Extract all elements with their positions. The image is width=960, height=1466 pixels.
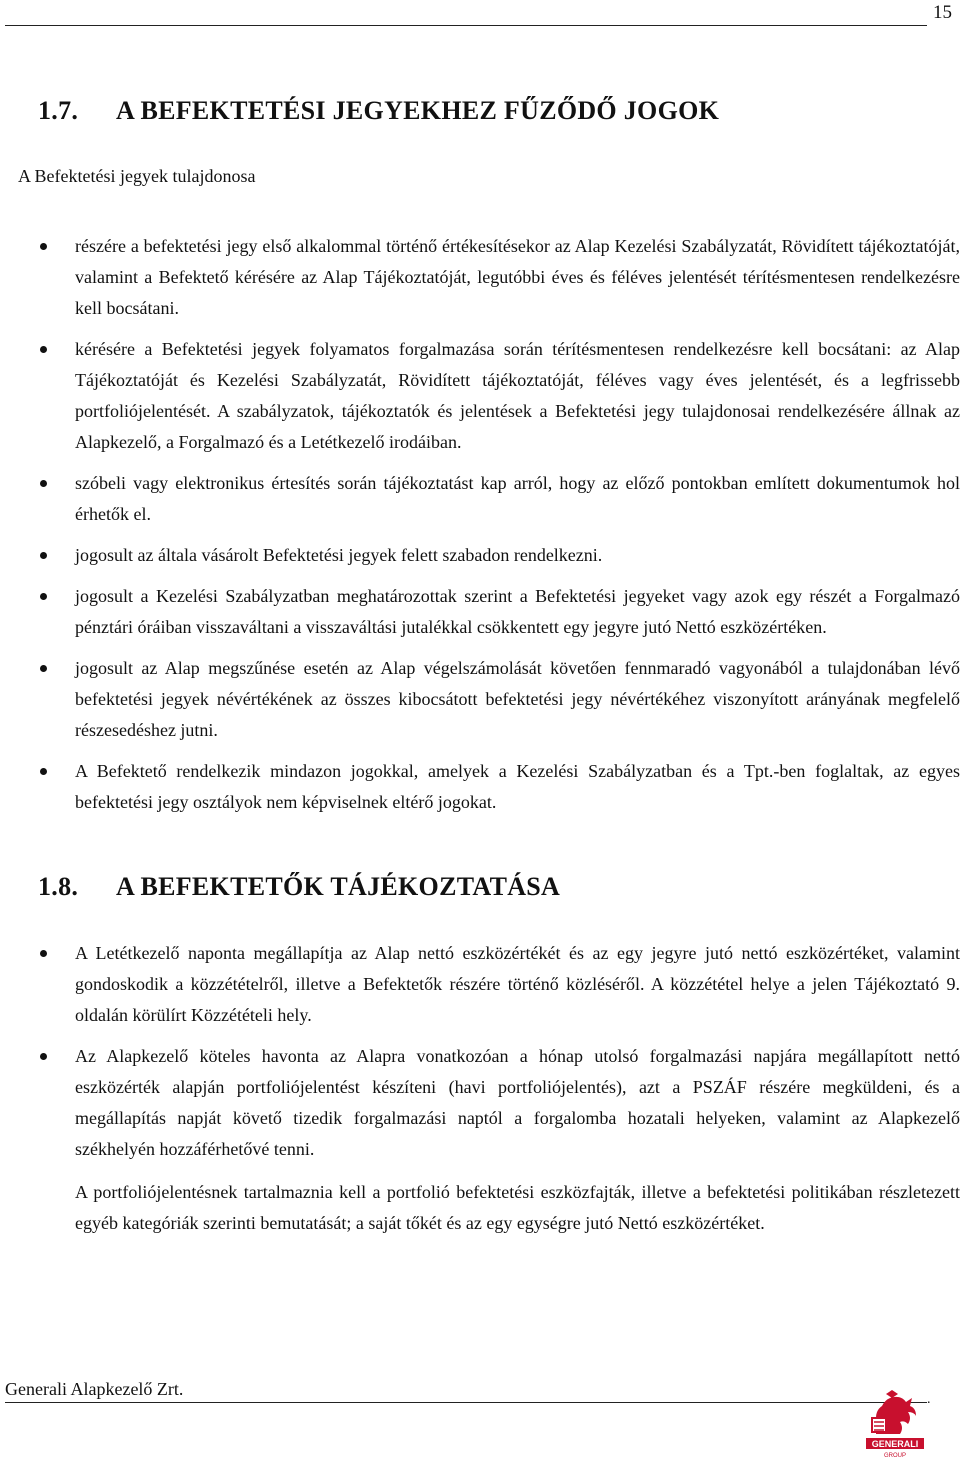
- footer-company: Generali Alapkezelő Zrt.: [5, 1379, 184, 1399]
- list-item: jogosult az általa vásárolt Befektetési jegyek felett szabadon rendelkezni.: [75, 540, 960, 571]
- list-item: szóbeli vagy elektronikus értesítés során tájékoztatást kap arról, hogy az előző pontokban említett dokumentumok hol érhetők el.: [75, 468, 960, 530]
- header-rule: [5, 25, 927, 26]
- generali-logo: [862, 1388, 928, 1460]
- information-list: [75, 938, 960, 1175]
- section-title: A BEFEKTETŐK TÁJÉKOZTATÁSA: [116, 872, 561, 901]
- list-item: A Befektető rendelkezik mindazon jogokkal, amelyek a Kezelési Szabályzatban és a Tpt.-ben foglaltak, az egyes befektetési jegy osztályok nem képviselnek eltérő jogokat.: [75, 756, 960, 818]
- section-title: A BEFEKTETÉSI JEGYEKHEZ FŰZŐDŐ JOGOK: [116, 96, 720, 125]
- list-item: jogosult a Kezelési Szabályzatban meghatározottak szerint a Befektetési jegyeket vagy azok egy részét a Forgalmazó pénztári óráiban visszaváltani a visszaváltási jutalékkal csökkentett egy jegyre jutó Nettó eszközértéken.: [75, 581, 960, 643]
- list-item: A Letétkezelő naponta megállapítja az Alap nettó eszközértékét és az egy jegyre jutó nettó eszközértéket, valamint gondoskodik a közzétételről, illetve a Befektetők részére történő közléséről. A közzététel helye a jelen Tájékoztató 9. oldalán körülírt Közzétételi hely.: [75, 938, 960, 1031]
- footer-dot: .: [927, 1392, 931, 1407]
- list-item: kérésére a Befektetési jegyek folyamatos forgalmazása során térítésmentesen rendelkezésre kell bocsátani: az Alap Tájékoztatóját és Kezelési Szabályzatát, Rövidített tájékoztatóját, féléves vagy éves jelentését, és a legfrissebb portfoliójelentését. A szabályzatok, tájékoztatók és jelentések a Befektetési jegy tulajdonosai rendelkezésére állnak az Alapkezelő, a Forgalmazó és a Letétkezelő irodáiban.: [75, 334, 960, 458]
- page-number: 15: [933, 2, 952, 23]
- rights-list: [75, 231, 960, 828]
- section-number: 1.7.: [38, 96, 79, 125]
- portfolio-paragraph: A portfoliójelentésnek tartalmaznia kell a portfolió befektetési eszközfajták, illetve a befektetési politikában részletezett egyéb kategóriák szerinti bemutatását; a saját tőkét és az egy egységre jutó Nettó eszközértéket.: [75, 1182, 960, 1233]
- logo-text: GENERALI: [871, 1439, 919, 1449]
- section-heading-1-7: [38, 96, 719, 126]
- section-number: 1.8.: [38, 872, 79, 901]
- footer-rule: [5, 1402, 927, 1403]
- lion-icon: [872, 1390, 916, 1434]
- section-heading-1-8: [38, 872, 560, 902]
- subheading: A Befektetési jegyek tulajdonosa: [18, 166, 256, 186]
- logo-subtext: GROUP: [883, 1453, 907, 1459]
- list-item: jogosult az Alap megszűnése esetén az Alap végelszámolását követően fennmaradó vagyonából a tulajdonában lévő befektetési jegyek névértékének az összes kibocsátott befektetési jegy névértékéhez viszonyított arányának megfelelő részesedéshez jutni.: [75, 653, 960, 746]
- list-item: részére a befektetési jegy első alkalommal történő értékesítésekor az Alap Kezelési Szabályzatát, Rövidített tájékoztatóját, valamint a Befektető kérésére az Alap Tájékoztatóját, legutóbbi éves és féléves jelentését térítésmentesen rendelkezésre kell bocsátani.: [75, 231, 960, 324]
- list-item: Az Alapkezelő köteles havonta az Alapra vonatkozóan a hónap utolsó forgalmazási napjára megállapított nettó eszközérték alapján portfoliójelentést készíteni (havi portfoliójelentés), azt a PSZÁF részére megküldeni, és a megállapítás napját követő tizedik forgalmazási naptól a forgalomba hozatali helyeken, valamint az Alapkezelő székhelyén hozzáférhetővé tenni.: [75, 1041, 960, 1165]
